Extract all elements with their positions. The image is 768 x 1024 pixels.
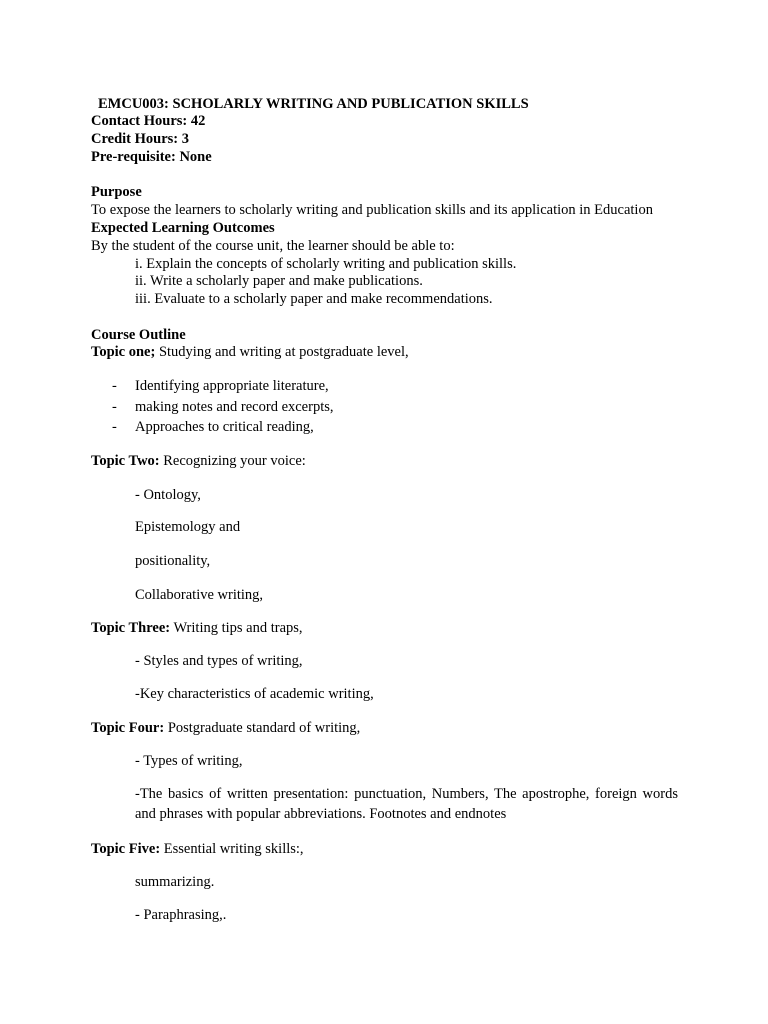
list-item: - Types of writing, [135, 753, 243, 769]
list-item: summarizing. [135, 874, 215, 890]
list-item: - Styles and types of writing, [135, 653, 303, 669]
purpose-heading: Purpose [91, 184, 142, 200]
list-item: - Ontology, [135, 487, 201, 503]
prerequisite: Pre-requisite: None [91, 149, 212, 165]
topic-three: Topic Three: Writing tips and traps, [91, 620, 303, 636]
outcomes-heading: Expected Learning Outcomes [91, 220, 275, 236]
topic-one: Topic one; Studying and writing at postgraduate level, [91, 344, 409, 360]
topic-five: Topic Five: Essential writing skills:, [91, 841, 304, 857]
bullet-dash: - [112, 419, 117, 435]
list-item: positionality, [135, 553, 211, 569]
list-item: -Key characteristics of academic writing, [135, 686, 374, 702]
purpose-text: To expose the learners to scholarly writing and publication skills and its application in Education [91, 202, 653, 218]
bullet-dash: - [112, 399, 117, 415]
course-title: EMCU003: SCHOLARLY WRITING AND PUBLICATION SKILLS [98, 96, 529, 112]
list-item: making notes and record excerpts, [135, 399, 334, 415]
bullet-dash: - [112, 378, 117, 394]
outcomes-intro: By the student of the course unit, the learner should be able to: [91, 238, 455, 254]
list-item: Epistemology and [135, 519, 241, 535]
outcome-item: ii. Write a scholarly paper and make publications. [135, 273, 423, 289]
outline-heading: Course Outline [91, 327, 186, 343]
topic-four: Topic Four: Postgraduate standard of writing, [91, 720, 361, 736]
credit-hours: Credit Hours: 3 [91, 131, 190, 147]
outcome-item: iii. Evaluate to a scholarly paper and make recommendations. [135, 291, 493, 307]
list-item: Identifying appropriate literature, [135, 378, 329, 394]
outcome-item: i. Explain the concepts of scholarly writing and publication skills. [135, 256, 517, 272]
contact-hours: Contact Hours: 42 [91, 113, 206, 129]
list-item: Collaborative writing, [135, 587, 264, 603]
list-item: -The basics of written presentation: punctuation, Numbers, The apostrophe, foreign words and phrases with popular abbreviations. Footnotes and endnotes [135, 786, 678, 822]
topic-two: Topic Two: Recognizing your voice: [91, 453, 306, 469]
list-item: Approaches to critical reading, [135, 419, 314, 435]
list-item: - Paraphrasing,. [135, 907, 227, 923]
